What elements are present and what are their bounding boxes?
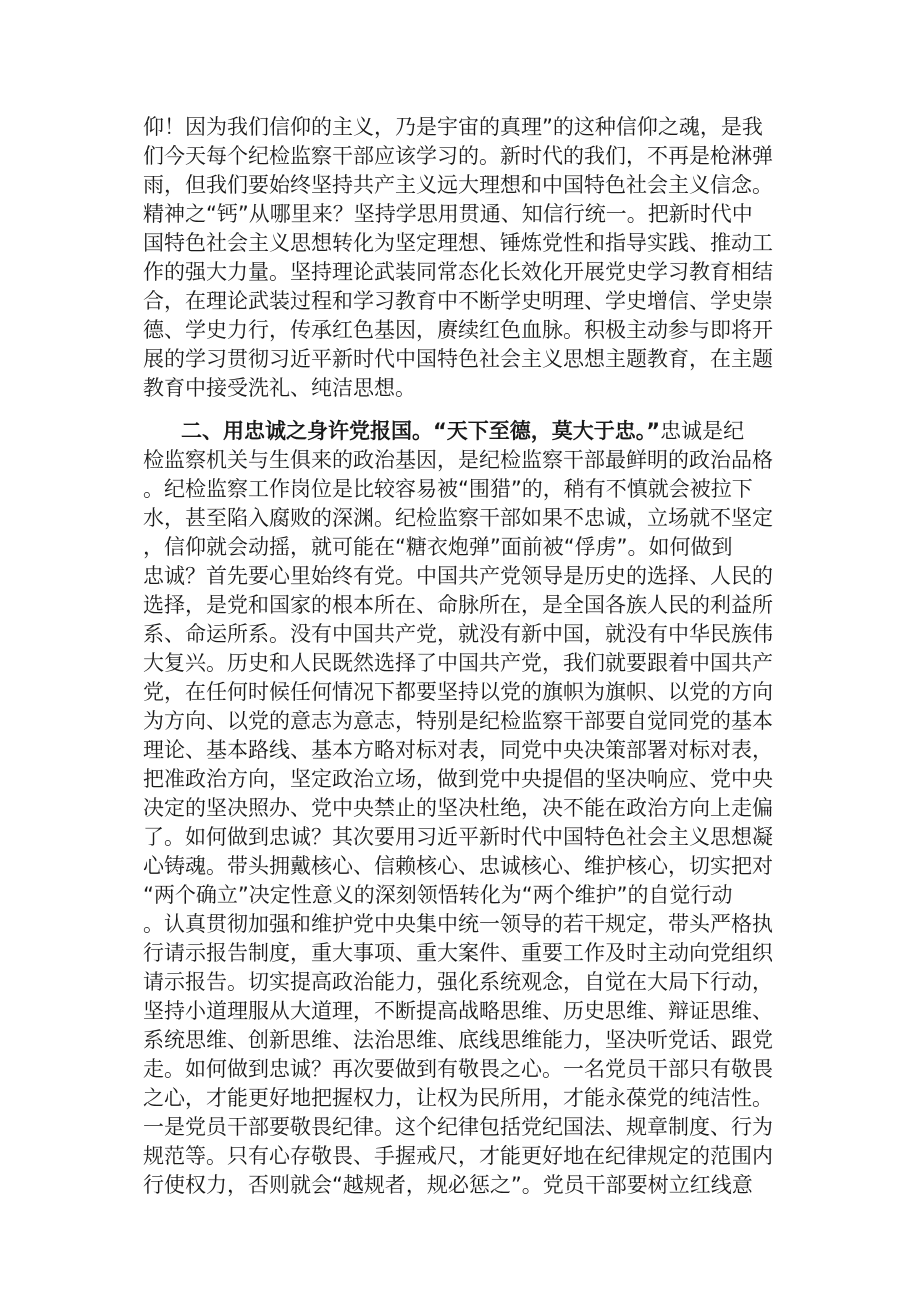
- text-line: 之心，才能更好地把握权力，让权为民所用，才能永葆党的纯洁性。: [143, 1086, 773, 1110]
- text-line: 系、命运所系。没有中国共产党，就没有新中国，就没有中华民族伟: [143, 622, 773, 646]
- section-heading: 二、用忠诚之身许党报国。“天下至德，莫大于忠。”: [181, 419, 661, 443]
- text-line: 选择，是党和国家的根本所在、命脉所在，是全国各族人民的利益所: [143, 593, 773, 617]
- text-line: 们今天每个纪检监察干部应该学习的。新时代的我们，不再是枪淋弹: [143, 144, 773, 168]
- text-line: 精神之“钙”从哪里来？坚持学思用贯通、知信行统一。把新时代中: [143, 202, 753, 226]
- text-line: 仰！因为我们信仰的主义，乃是宇宙的真理”的这种信仰之魂，是我: [143, 115, 763, 139]
- text-line: 检监察机关与生俱来的政治基因，是纪检监察干部最鲜明的政治品格: [143, 448, 773, 472]
- text-line: 决定的坚决照办、党中央禁止的坚决杜绝，决不能在政治方向上走偏: [143, 796, 773, 820]
- text-line: 教育中接受洗礼、纯洁思想。: [143, 376, 416, 400]
- text-line: ，信仰就会动摇，就可能在“糖衣炮弹”面前被“俘虏”。如何做到: [143, 535, 733, 559]
- text-line: 理论、基本路线、基本方略对标对表，同党中央决策部署对标对表，: [143, 738, 773, 762]
- text-line: 心铸魂。带头拥戴核心、信赖核心、忠诚核心、维护核心，切实把对: [143, 854, 773, 878]
- text-line: 为方向、以党的意志为意志，特别是纪检监察干部要自觉同党的基本: [143, 709, 773, 733]
- text-line: 。认真贯彻加强和维护党中央集中统一领导的若干规定，带头严格执: [143, 912, 773, 936]
- heading-line-rest: 忠诚是纪: [660, 419, 745, 443]
- text-line: 请示报告。切实提高政治能力，强化系统观念，自觉在大局下行动，: [143, 970, 773, 994]
- text-line: 系统思维、创新思维、法治思维、底线思维能力，坚决听党话、跟党: [143, 1028, 773, 1052]
- text-line: 合，在理论武装过程和学习教育中不断学史明理、学史增信、学史崇: [143, 289, 773, 313]
- text-line: 规范等。只有心存敬畏、手握戒尺，才能更好地在纪律规定的范围内: [143, 1144, 773, 1168]
- text-line: 德、学史力行，传承红色基因，赓续红色血脉。积极主动参与即将开: [143, 318, 773, 342]
- text-line: 坚持小道理服从大道理，不断提高战略思维、历史思维、辩证思维、: [143, 999, 773, 1023]
- text-line: 雨，但我们要始终坚持共产主义远大理想和中国特色社会主义信念。: [143, 173, 773, 197]
- paragraph-2-first-line: [143, 417, 779, 446]
- text-line: 忠诚？首先要心里始终有党。中国共产党领导是历史的选择、人民的: [143, 564, 773, 588]
- text-line: 国特色社会主义思想转化为坚定理想、锤炼党性和指导实践、推动工: [143, 231, 773, 255]
- text-line: 一是党员干部要敬畏纪律。这个纪律包括党纪国法、规章制度、行为: [143, 1115, 773, 1139]
- text-line: 党，在任何时候任何情况下都要坚持以党的旗帜为旗帜、以党的方向: [143, 680, 773, 704]
- paragraph-2: [143, 417, 779, 1200]
- text-line: 走。如何做到忠诚？再次要做到有敬畏之心。一名党员干部只有敬畏: [143, 1057, 773, 1081]
- text-line: “两个确立”决定性意义的深刻领悟转化为“两个维护”的自觉行动: [143, 883, 733, 907]
- text-line: 作的强大力量。坚持理论武装同常态化长效化开展党史学习教育相结: [143, 260, 773, 284]
- text-line: 把准政治方向，坚定政治立场，做到党中央提倡的坚决响应、党中央: [143, 767, 773, 791]
- text-line: 行使权力，否则就会“越规者，规必惩之”。党员干部要树立红线意: [143, 1173, 753, 1197]
- text-line: 展的学习贯彻习近平新时代中国特色社会主义思想主题教育，在主题: [143, 347, 773, 371]
- paragraph-1: [143, 113, 779, 403]
- text-line: 了。如何做到忠诚？其次要用习近平新时代中国特色社会主义思想凝: [143, 825, 773, 849]
- text-line: 行请示报告制度，重大事项、重大案件、重要工作及时主动向党组织: [143, 941, 773, 965]
- text-line: 。纪检监察工作岗位是比较容易被“围猎”的，稍有不慎就会被拉下: [143, 477, 753, 501]
- text-line: 水，甚至陷入腐败的深渊。纪检监察干部如果不忠诚，立场就不坚定: [143, 506, 773, 530]
- text-line: 大复兴。历史和人民既然选择了中国共产党，我们就要跟着中国共产: [143, 651, 773, 675]
